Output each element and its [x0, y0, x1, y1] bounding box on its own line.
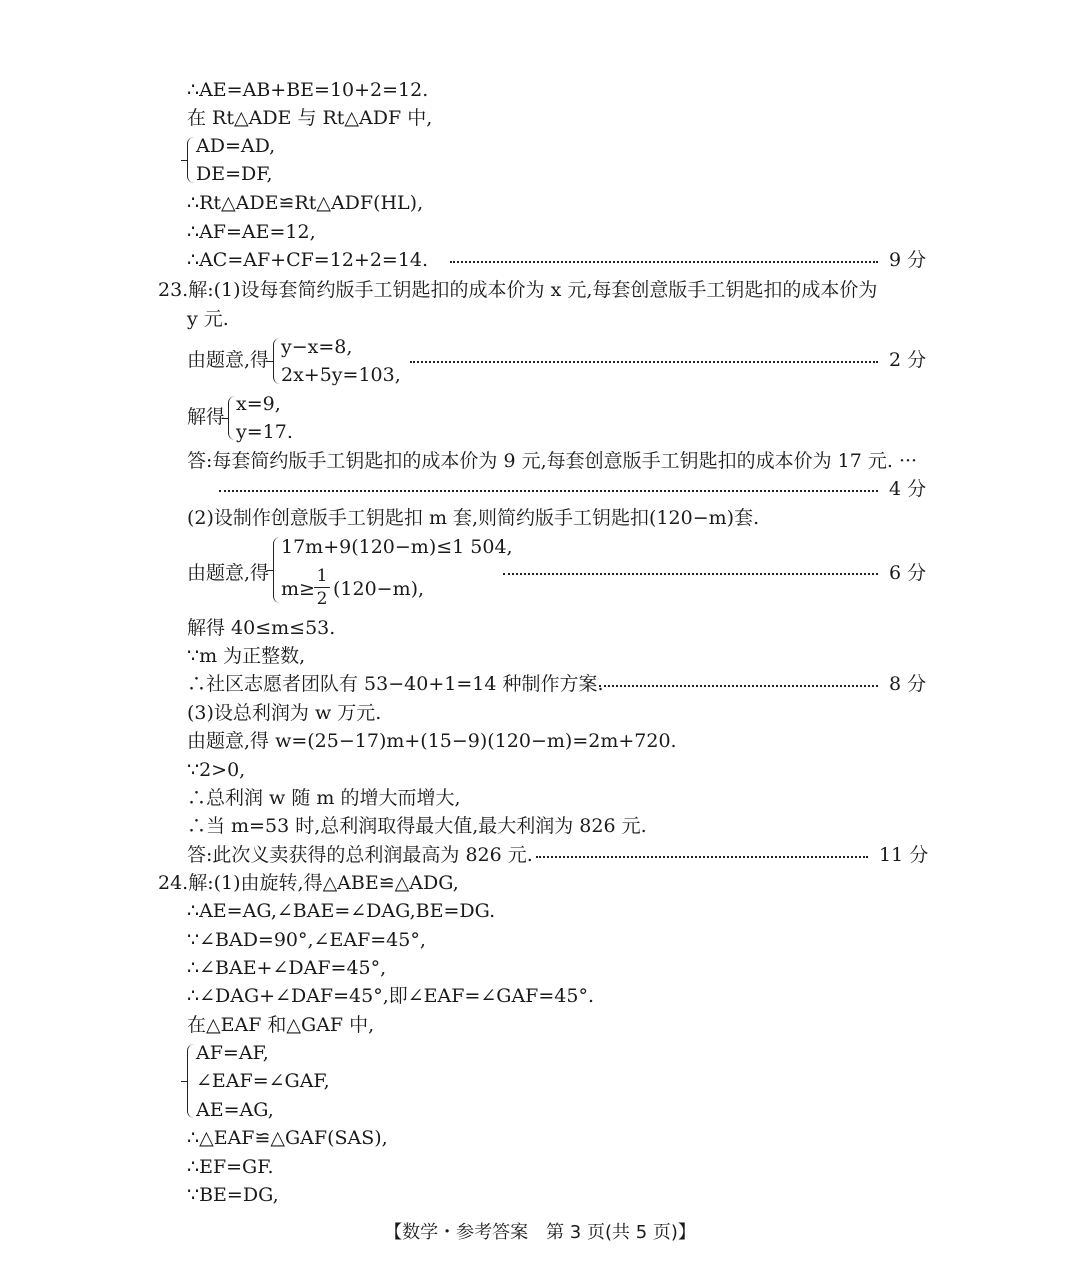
inequality-line: m≥ — [281, 578, 315, 600]
text-line: ∴AE=AG,∠BAE=∠DAG,BE=DG. — [187, 900, 496, 922]
page-footer: 【数学・参考答案 第 3 页(共 5 页)】 — [384, 1222, 696, 1243]
system-brace — [273, 338, 280, 384]
text-line: 由题意,得 — [187, 349, 270, 371]
system-brace — [273, 537, 280, 603]
text-line: ∴AC=AF+CF=12+2=14. — [187, 249, 429, 271]
text-line: ∵2>0, — [187, 759, 246, 781]
text-line: 解得 40≤m≤53. — [187, 617, 336, 639]
dot-leader — [536, 856, 868, 858]
text-line: 在 Rt△ADE 与 Rt△ADF 中, — [187, 107, 433, 129]
fraction-bar — [314, 587, 330, 588]
equation-line: x=9, — [236, 393, 281, 415]
text-line: ∴AE=AB+BE=10+2=12. — [187, 79, 429, 101]
fraction — [314, 566, 330, 609]
text-line: ∴社区志愿者团队有 53−40+1=14 种制作方案. — [187, 673, 604, 695]
question-heading: 23.解:(1)设每套简约版手工钥匙扣的成本价为 x 元,每套创意版手工钥匙扣的成本价为 — [158, 279, 878, 301]
score-mark: 9 分 — [889, 249, 927, 271]
score-mark: 11 分 — [879, 844, 929, 866]
dot-leader — [219, 490, 878, 492]
dot-leader — [410, 361, 878, 363]
score-mark: 4 分 — [889, 478, 927, 500]
score-mark: 6 分 — [889, 562, 927, 584]
system-brace — [187, 137, 194, 183]
question-heading: 24.解:(1)由旋转,得△ABE≌△ADG, — [158, 872, 459, 894]
equation-line: 2x+5y=103, — [281, 364, 401, 386]
text-line: ∵m 为正整数, — [187, 645, 306, 667]
text-line: 由题意,得 — [187, 562, 270, 584]
text-line: ∵∠BAD=90°,∠EAF=45°, — [187, 929, 426, 951]
text-line: ∴AF=AE=12, — [187, 221, 316, 243]
equation-line: y−x=8, — [281, 336, 353, 358]
text-line: (3)设总利润为 w 万元. — [187, 702, 382, 724]
equation-line: AD=AD, — [196, 135, 276, 157]
text-line: 答:每套简约版手工钥匙扣的成本价为 9 元,每套创意版手工钥匙扣的成本价为 17 元. ··· — [187, 450, 918, 472]
text-line: 在△EAF 和△GAF 中, — [187, 1014, 375, 1036]
equation-line: y=17. — [236, 421, 293, 443]
system-brace — [228, 396, 235, 440]
dot-leader — [503, 573, 878, 575]
text-line: 答:此次义卖获得的总利润最高为 826 元. — [187, 844, 533, 866]
text-line: ∴Rt△ADE≌Rt△ADF(HL), — [187, 192, 424, 214]
text-line: ∴∠BAE+∠DAF=45°, — [187, 957, 387, 979]
equation-line: AE=AG, — [196, 1099, 274, 1121]
text-line: ∴当 m=53 时,总利润取得最大值,最大利润为 826 元. — [187, 815, 647, 837]
dot-leader — [599, 685, 878, 687]
fraction-numerator: 1 — [316, 566, 328, 586]
dot-leader — [450, 261, 878, 263]
inequality-line: 17m+9(120−m)≤1 504, — [281, 536, 513, 558]
score-mark: 8 分 — [889, 673, 927, 695]
text-line: 由题意,得 w=(25−17)m+(15−9)(120−m)=2m+720. — [187, 730, 677, 752]
text-line: ∴∠DAG+∠DAF=45°,即∠EAF=∠GAF=45°. — [187, 985, 595, 1007]
text-line: (2)设制作创意版手工钥匙扣 m 套,则简约版手工钥匙扣(120−m)套. — [187, 507, 760, 529]
system-brace — [187, 1044, 194, 1118]
equation-line: AF=AF, — [196, 1042, 269, 1064]
inequality-line: (120−m), — [333, 578, 425, 600]
text-line: ∴EF=GF. — [187, 1156, 274, 1178]
text-line: ∴△EAF≌△GAF(SAS), — [187, 1127, 388, 1149]
equation-line: ∠EAF=∠GAF, — [196, 1070, 330, 1092]
equation-line: DE=DF, — [196, 163, 273, 185]
text-line: 解得 — [187, 406, 226, 428]
text-line: ∴总利润 w 随 m 的增大而增大, — [187, 787, 461, 809]
text-line: y 元. — [187, 308, 229, 330]
score-mark: 2 分 — [889, 349, 927, 371]
text-line: ∵BE=DG, — [187, 1184, 279, 1206]
fraction-denominator: 2 — [316, 589, 328, 609]
